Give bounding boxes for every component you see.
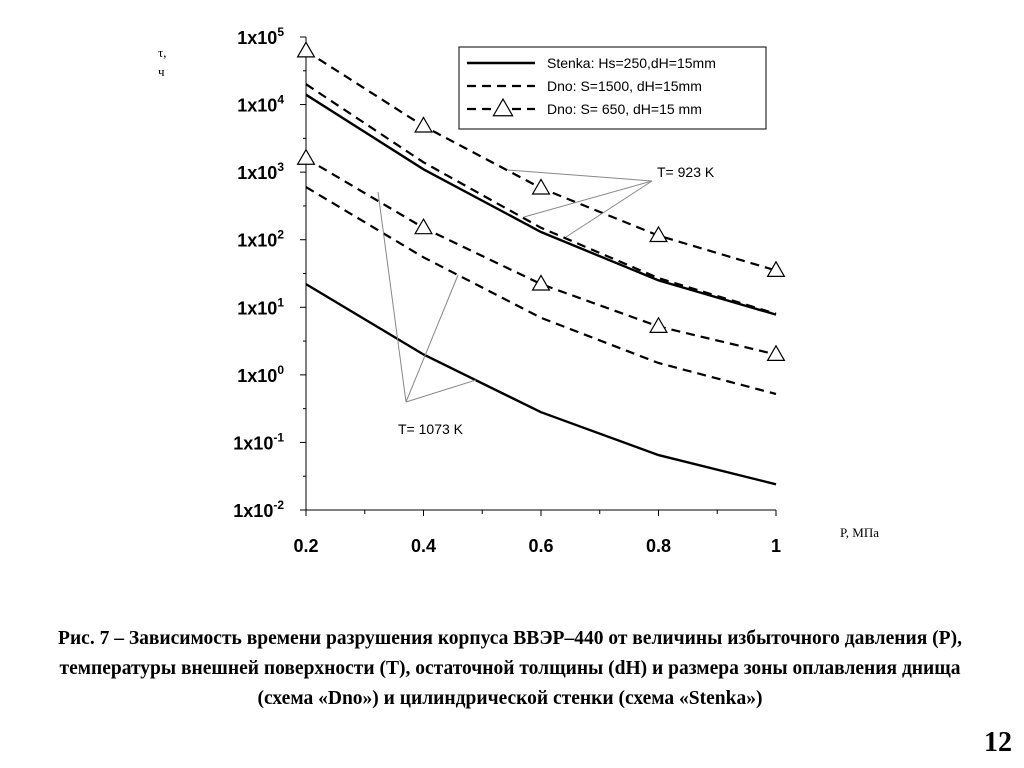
- y-tick-label: $1x10^3$: [237, 160, 284, 184]
- x-axis-label: P, МПа: [840, 525, 880, 540]
- x-tick-label: 1: [770, 536, 782, 556]
- triangle-marker: [415, 117, 432, 132]
- triangle-marker: [415, 219, 432, 234]
- annotation-t923: T= 923 K: [657, 164, 715, 180]
- y-tick-label: $1x10^{-1}$: [233, 430, 284, 454]
- x-tick-label: 0.2: [293, 536, 319, 556]
- legend-label-1: Stenka: Hs=250,dH=15mm: [547, 55, 716, 71]
- triangle-marker: [298, 42, 315, 57]
- triangle-marker: [768, 346, 785, 361]
- y-axis-label-line1: τ,: [158, 45, 167, 60]
- triangle-marker: [533, 275, 550, 290]
- page-number: 12: [984, 727, 1012, 758]
- annotation-layer: [378, 164, 715, 437]
- x-tick-label: 0.8: [645, 536, 672, 556]
- y-axis-label-line2: ч: [158, 64, 165, 79]
- triangle-marker: [298, 150, 315, 165]
- legend: [459, 47, 766, 129]
- legend-label-3: Dno: S= 650, dH=15 mm: [547, 101, 702, 117]
- annotation-t1073-leader: [406, 380, 476, 402]
- legend-label-2: Dno: S=1500, dH=15mm: [547, 78, 702, 94]
- annotation-t1073-leader: [406, 275, 458, 402]
- triangle-marker: [533, 179, 550, 194]
- y-tick-label: $1x10^4$: [237, 92, 284, 116]
- annotation-t1073-leader: [378, 192, 406, 402]
- series-line-4: [306, 284, 776, 484]
- y-tick-label: $1x10^1$: [237, 295, 284, 319]
- y-tick-label: $1x10^2$: [237, 227, 284, 251]
- y-tick-label: $1x10^{-2}$: [233, 498, 284, 521]
- triangle-marker: [650, 318, 667, 333]
- annotation-t1073: T= 1073 K: [398, 421, 463, 437]
- y-tick-label: $1x10^0$: [237, 362, 284, 386]
- annotation-t923-leader: [508, 170, 652, 181]
- x-tick-label: 0.6: [528, 536, 554, 556]
- figure-caption: Рис. 7 – Зависимость времени разрушения корпуса ВВЭР–440 от величины избыточного давления (P), температуры внешней поверхности (T), остаточной толщины (dH) и размера зоны оплавления днища (схема «Dno») и цилиндрической стенки (схема «Stenka»): [58, 628, 962, 709]
- y-tick-label: $1x10^5$: [237, 25, 284, 48]
- x-tick-label: 0.4: [410, 536, 437, 556]
